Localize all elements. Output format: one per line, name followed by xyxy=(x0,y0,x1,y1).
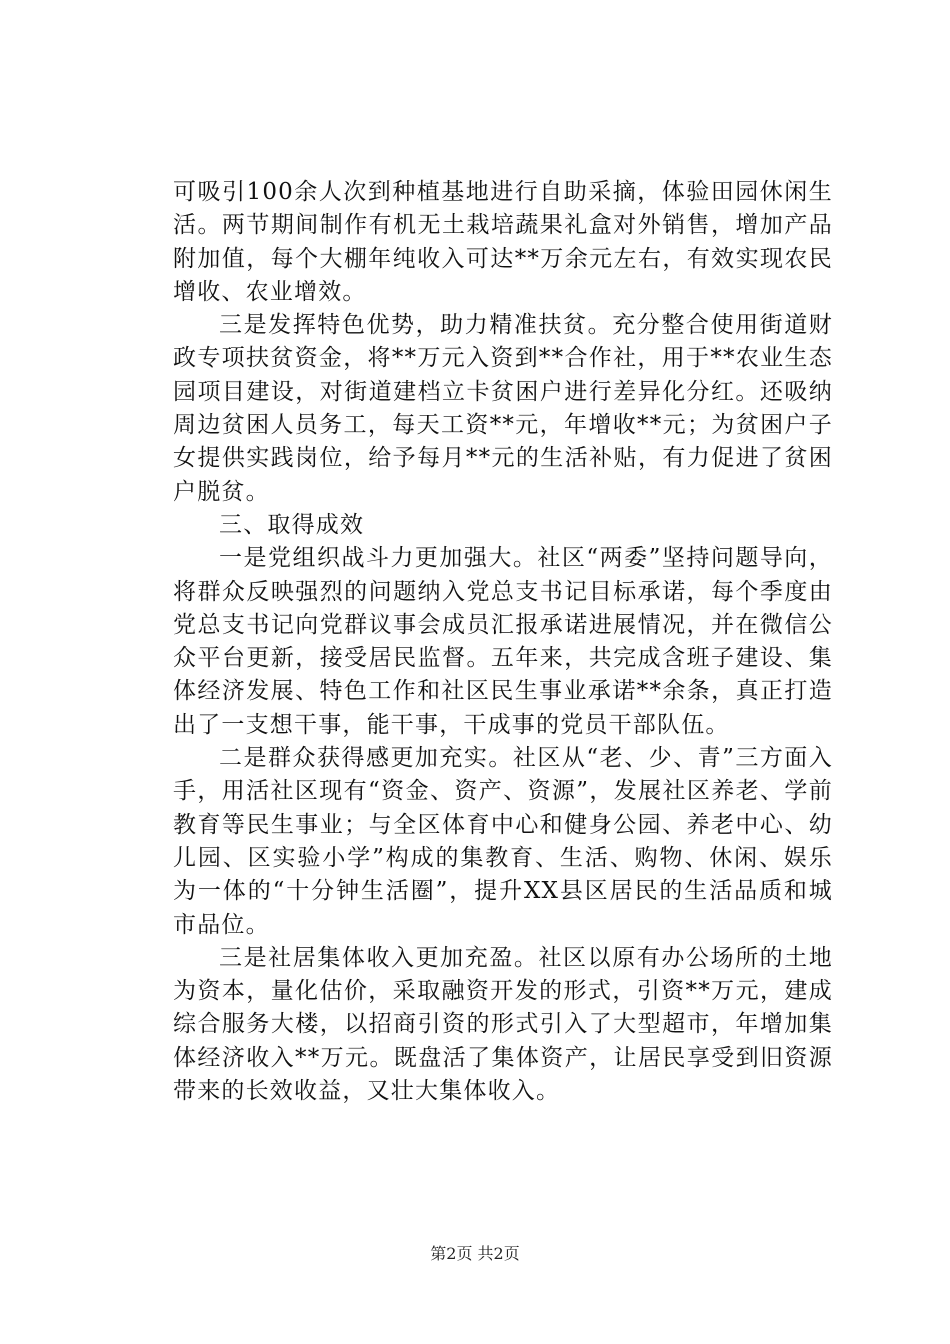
document-body xyxy=(173,176,833,1108)
paragraph-1: 可吸引100余人次到种植基地进行自助采摘，体验田园休闲生活。两节期间制作有机无土栽培蔬果礼盒对外销售，增加产品附加值，每个大棚年纯收入可达**万余元左右，有效实现农民增收、农业增效。 xyxy=(173,179,833,305)
paragraph-4: 二是群众获得感更加充实。社区从“老、少、青”三方面入手，用活社区现有“资金、资产、资源”，发展社区养老、学前教育等民生事业；与全区体育中心和健身公园、养老中心、幼儿园、区实验小学”构成的集教育、生活、购物、休闲、娱乐为一体的“十分钟生活圈”，提升XX县区居民的生活品质和城市品位。 xyxy=(173,745,833,938)
paragraph-5: 三是社居集体收入更加充盈。社区以原有办公场所的土地为资本，量化估价，采取融资开发的形式，引资**万元，建成综合服务大楼，以招商引资的形式引入了大型超市，年增加集体经济收入**万元。既盘活了集体资产，让居民享受到旧资源带来的长效收益，又壮大集体收入。 xyxy=(173,944,833,1105)
page-footer: 第2页 共2页 xyxy=(430,1244,520,1263)
section-heading: 三、取得成效 xyxy=(219,511,365,538)
paragraph-2: 三是发挥特色优势，助力精准扶贫。充分整合使用街道财政专项扶贫资金，将**万元入资到**合作社，用于**农业生态园项目建设，对街道建档立卡贫困户进行差异化分红。还吸纳周边贫困人员务工，每天工资**元，年增收**元；为贫困户子女提供实践岗位，给予每月**元的生活补贴，有力促进了贫困户脱贫。 xyxy=(173,312,833,505)
paragraph-3: 一是党组织战斗力更加强大。社区“两委”坚持问题导向，将群众反映强烈的问题纳入党总支书记目标承诺，每个季度由党总支书记向党群议事会成员汇报承诺进展情况，并在微信公众平台更新，接受居民监督。五年来，共完成含班子建设、集体经济发展、特色工作和社区民生事业承诺**余条，真正打造出了一支想干事，能干事，干成事的党员干部队伍。 xyxy=(173,545,833,738)
